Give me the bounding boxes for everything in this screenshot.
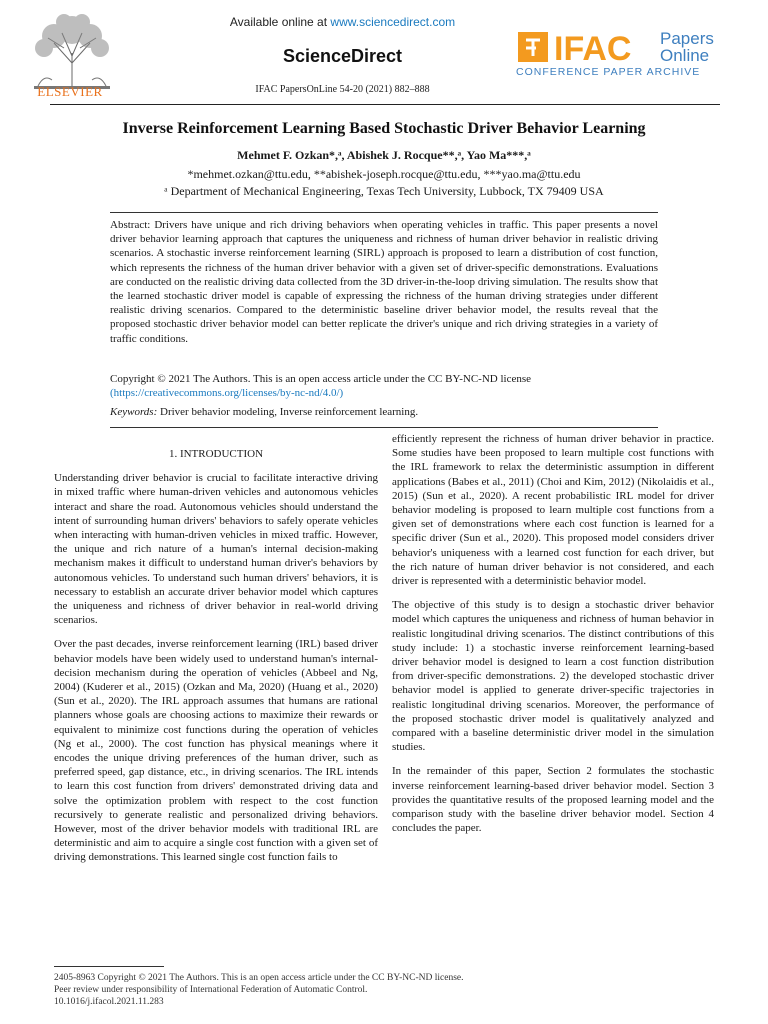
keywords-text: Driver behavior modeling, Inverse reinforcement learning.	[157, 406, 419, 418]
paragraph: efficiently represent the richness of human driver behavior in practice. Some studies have been proposed to learn multiple cost functions with the IRL framework to relax the deterministic assumption in different applications (Babes et al., 2011) (Choi and Kim, 2012) (Nikolaidis et al., 2015) (Sun et al., 2020). A recent probabilistic IRL model for driver behavior modeling is proposed to learn multiple cost functions from a given set of demonstrations where each cost function is learned for a specific driver (Sun et al., 2020). This proposed model considers driver behavior's uniqueness with a learned cost function for each driver, but the rich nature of human driver behavior is not considered, and each driver is represented with a deterministic behavior model.	[392, 433, 714, 588]
sciencedirect-link[interactable]: www.sciencedirect.com	[330, 15, 456, 29]
keywords-line	[110, 405, 658, 419]
footer-doi-line: 10.1016/j.ifacol.2021.11.283	[54, 997, 164, 1007]
paragraph: Over the past decades, inverse reinforcement learning (IRL) based driver behavior models have been widely used to understand human's internal-decision mechanism during the operation of vehicles (Abbeel and Ng, 2004) (Kuderer et al., 2015) (Ozkan and Ma, 2020) (Huang et al., 2020) (Sun et al., 2020). The IRL approach assumes that humans are rational planners whose goals are choosing actions to maximize their rewards or equivalent to minimize cost functions during the operation of vehicles (Ng et al., 2000). The cost function has physical meanings where it encodes the unique driving preferences of the human driver, such as preferred speed, gap distance, etc., in driving scenarios. The IRL intends to learn this cost function from drivers' demonstrated driving data and solve the optimization problem with respect to the cost function recursively to generate realistic and personalized driving behaviors. However, most of the driver behavior models with traditional IRL are deterministic and aim to acquire a single cost function with a given set of driving demonstrations. This learned single cost function fails to	[54, 638, 378, 864]
left-column	[54, 447, 378, 875]
right-column	[392, 432, 714, 845]
paragraph: Understanding driver behavior is crucial to facilitate interactive driving in mixed traffic where human-driven vehicles and autonomous vehicles interact and share the road. Autonomous vehicles should understand the intent of surrounding human drivers' behaviors to safely operate vehicles when interacting with human-driven vehicles in mixed traffic. However, the unique and rich nature of a human's internal decision-making mechanism makes it difficult to understand human driver's behaviors by autonomous vehicles. To understand such human drivers' behaviors, it is necessary to establish an accurate driver behavior model which captures the uniqueness and richness of driver behavior in real-world driving scenarios.	[54, 472, 378, 627]
paper-title: Inverse Reinforcement Learning Based Stochastic Driver Behavior Learning	[122, 120, 646, 137]
journal-reference: IFAC PapersOnLine 54-20 (2021) 882–888	[255, 84, 430, 95]
abstract-bottom-rule	[110, 427, 658, 428]
ifac-online-word: Online	[660, 46, 710, 65]
author-affiliation: ᵃ Department of Mechanical Engineering, Texas Tech University, Lubbock, TX 79409 USA	[164, 184, 604, 198]
license-link[interactable]: (https://creativecommons.org/licenses/by-nc-nd/4.0/)	[110, 387, 344, 399]
keywords-label: Keywords:	[110, 406, 158, 418]
footer-notice	[54, 972, 714, 1008]
ifac-word: IFAC	[554, 30, 632, 68]
footer-issn-line: 2405-8963 Copyright © 2021 The Authors. This is an open access article under the CC BY-NC-ND license.	[54, 973, 464, 983]
elsevier-wordmark: ELSEVIER	[37, 84, 103, 99]
paragraph: In the remainder of this paper, Section 2 formulates the stochastic inverse reinforcement learning-based driver behavior model. Section 3 provides the quantitative results of the proposed learning model and the comparison study with the baseline driver behavior model. Section 4 concludes the paper.	[392, 765, 714, 835]
author-list: Mehmet F. Ozkan*,ᵃ, Abishek J. Rocque**,ᵃ, Yao Ma***,ᵃ	[237, 148, 531, 162]
paragraph: The objective of this study is to design a stochastic driver behavior model which captures the uniqueness and richness of human behavior in realistic longitudinal driving scenarios. The distinct contributions of this study include: 1) a stochastic inverse reinforcement learning-based driver behavior model is designed to learn a cost function distribution from driver-specific demonstrations. 2) the developed stochastic driver behavior model is applied to generate driver-specific trajectories in realistic longitudinal driving scenarios. Moreover, the performance of the proposed stochastic driver model is qualitatively analyzed and compared with a baseline deterministic driver model in the simulation studies.	[392, 599, 714, 754]
footer-peer-review-line: Peer review under responsibility of International Federation of Automatic Control.	[54, 985, 368, 995]
sciencedirect-title: ScienceDirect	[282, 46, 403, 66]
elsevier-tree-logo	[24, 8, 120, 94]
section-heading-introduction: 1. INTRODUCTION	[168, 448, 264, 460]
conference-archive-label: CONFERENCE PAPER ARCHIVE	[516, 66, 701, 78]
abstract-text: Abstract: Drivers have unique and rich driving behaviors when operating vehicles in traffic. This paper presents a novel driver behavior learning approach that captures the uniqueness and richness of human driver behavior in realistic driving scenarios. A stochastic inverse reinforcement learning (SIRL) approach is proposed to learn a distribution of cost function, which represents the richness of the human driver behavior with a given set of driver-specific demonstrations. Evaluations are conducted on the realistic driving data collected from the 3D driver-in-the-loop driving simulation. The results show that the learned stochastic driver model is capable of expressing the richness of the human driving strategies under different realistic driving scenarios. Compared to the deterministic baseline driver behavior model, the results reveal that the proposed stochastic driver behavior model can better replicate the driver's unique and rich driving strategies in a variety of traffic conditions.	[110, 219, 658, 345]
ifac-papers-word: Papers	[660, 29, 714, 48]
available-online-line	[150, 15, 535, 29]
author-emails: *mehmet.ozkan@ttu.edu, **abishek-joseph.rocque@ttu.edu, ***yao.ma@ttu.edu	[187, 167, 581, 181]
available-prefix: Available online at	[229, 15, 331, 29]
copyright-notice	[110, 372, 658, 400]
footnote-rule	[54, 966, 164, 967]
copyright-text: Copyright © 2021 The Authors. This is an open access article under the CC BY-NC-ND license	[110, 373, 531, 385]
abstract-top-rule	[110, 212, 658, 213]
header-divider	[50, 104, 720, 105]
